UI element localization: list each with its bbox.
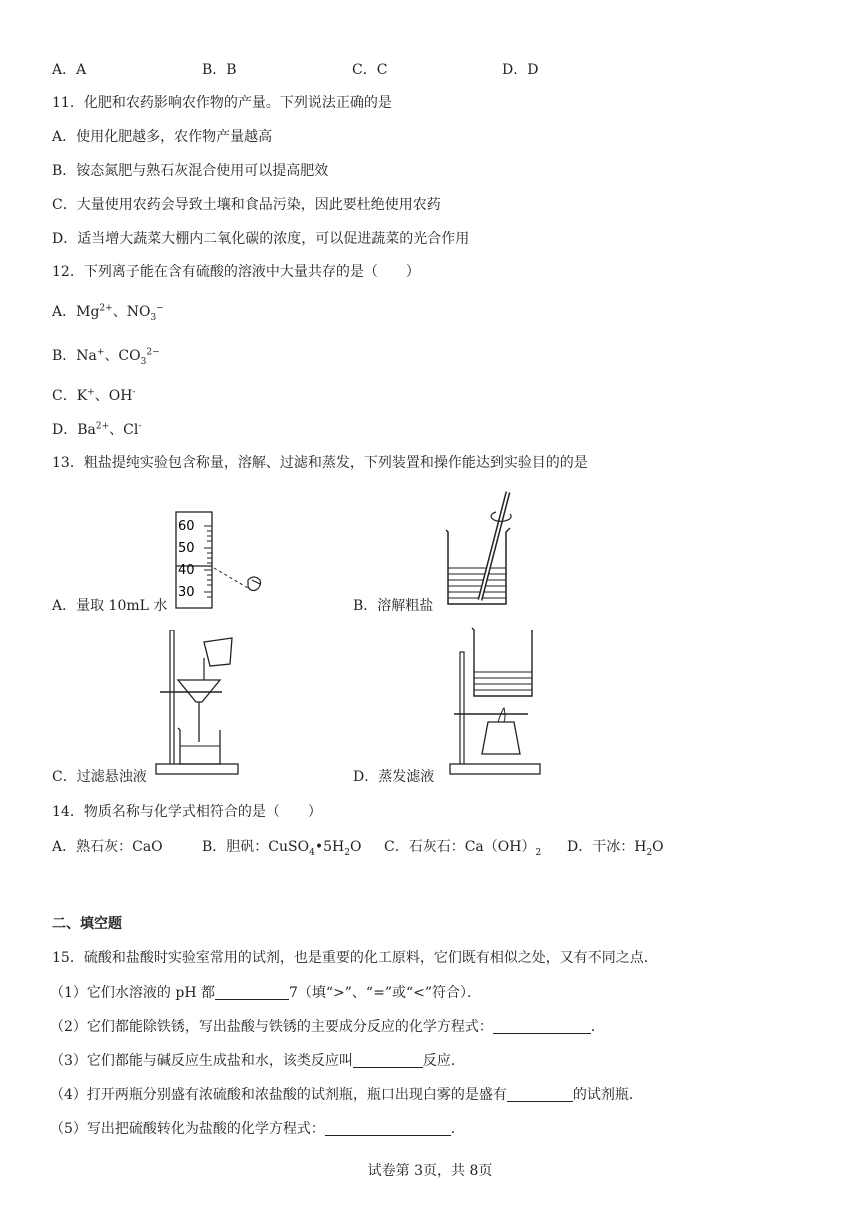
q12-a-subscript: 3 <box>150 312 157 323</box>
graduated-cylinder-figure <box>168 510 288 610</box>
q11-option-d: D．适当增大蔬菜大棚内二氧化碳的浓度，可以促进蔬菜的光合作用 <box>52 231 470 247</box>
evaporation-apparatus-figure <box>448 622 548 778</box>
q12-c-charge1: + <box>87 387 95 398</box>
beaker-stirring-figure <box>440 488 530 610</box>
q11-stem: 11．化肥和农药影响农作物的产量。下列说法正确的是 <box>52 95 392 111</box>
q12-a-charge2: − <box>156 303 164 314</box>
q12-c-charge2: - <box>132 387 136 398</box>
q12-b-ion1: B．Na <box>52 348 97 364</box>
q15-part1: （1）它们水溶液的 pH 都 7（填“>”、“=”或“<”符合）． <box>50 985 482 1001</box>
stand-rod <box>170 630 174 766</box>
q13-option-d: D．蒸发滤液 <box>353 769 435 785</box>
q12-a-ion1: A．Mg <box>52 304 100 320</box>
sight-line <box>214 568 248 588</box>
q13-option-b: B．溶解粗盐 <box>353 598 434 614</box>
q14-option-d: D．干冰：$H_2O$ <box>567 839 664 858</box>
filtration-apparatus-figure <box>150 630 240 776</box>
q12-a-charge1: 2+ <box>99 303 113 314</box>
tick-label-50: 50 <box>178 541 195 556</box>
flame-icon <box>498 708 505 722</box>
stand-rod <box>460 652 464 766</box>
section-heading: 二、填空题 <box>52 916 122 932</box>
q10-option-b: B．B <box>202 62 237 78</box>
q12-d-ion1: D．Ba <box>52 422 96 438</box>
q15-part3: （3）它们都能与碱反应生成盐和水，该类反应叫 反应． <box>50 1053 465 1069</box>
q12-option-c <box>52 386 135 406</box>
q14-option-a: A．熟石灰：CaO <box>52 839 163 855</box>
funnel <box>178 680 220 702</box>
answer-blank-1[interactable] <box>215 985 289 1000</box>
q12-d-charge1: 2+ <box>95 421 110 432</box>
q10-option-c: C．C <box>352 62 388 78</box>
q12-d-charge2: - <box>138 421 142 432</box>
tick-label-60: 60 <box>178 519 195 534</box>
q12-a-ion2: 、NO <box>112 304 151 320</box>
q15-stem: 15．硫酸和盐酸时实验室常用的试剂，也是重要的化工原料，它们既有相似之处，又有不同之点． <box>52 950 658 966</box>
q10-option-a: A．A <box>52 62 87 78</box>
answer-blank-5[interactable] <box>325 1121 451 1136</box>
answer-blank-3[interactable] <box>353 1053 423 1068</box>
stand-base <box>450 764 540 774</box>
q15-part5: （5）写出把硫酸转化为盐酸的化学方程式： ． <box>50 1121 465 1137</box>
answer-blank-4[interactable] <box>507 1087 573 1102</box>
q12-option-d <box>52 420 141 440</box>
q12-b-charge1: + <box>96 347 105 358</box>
q14-option-b: B．胆矾：$CuSO_4•5H_2O$ <box>202 839 362 858</box>
eye-icon <box>248 577 261 591</box>
tick-label-30: 30 <box>178 585 195 600</box>
pouring-beaker <box>204 638 232 666</box>
q12-option-a <box>52 302 164 322</box>
tick-label-40: 40 <box>178 563 195 578</box>
q13-option-c: C．过滤悬浊液 <box>52 769 147 785</box>
q13-stem: 13．粗盐提纯实验包含称量，溶解、过滤和蒸发，下列装置和操作能达到实验目的的是 <box>52 455 588 471</box>
q12-d-ion2: 、Cl <box>109 422 139 438</box>
alcohol-lamp <box>482 722 520 754</box>
q12-c-ion1: C．K <box>52 388 88 404</box>
beaker <box>472 628 532 696</box>
q15-part4: （4）打开两瓶分别盛有浓硫酸和浓盐酸的试剂瓶，瓶口出现白雾的是盛有 的试剂瓶． <box>50 1087 643 1103</box>
q11-option-c: C．大量使用农药会导致土壤和食品污染，因此要杜绝使用农药 <box>52 197 441 213</box>
q15-part2: （2）它们都能除铁锈，写出盐酸与铁锈的主要成分反应的化学方程式： ． <box>50 1019 605 1035</box>
answer-blank-2[interactable] <box>493 1019 591 1034</box>
q12-stem: 12．下列离子能在含有硫酸的溶液中大量共存的是（ ） <box>52 264 420 280</box>
page-footer: 试卷第 3页，共 8页 <box>367 1163 493 1179</box>
stand-base <box>156 764 238 774</box>
q10-option-d: D．D <box>502 62 539 78</box>
beaker <box>446 528 510 604</box>
q13-option-a: A．量取 10mL 水 <box>52 598 168 614</box>
q12-b-charge2: 2− <box>146 347 160 358</box>
q12-option-b <box>52 346 160 366</box>
q12-b-subscript: 3 <box>140 356 147 367</box>
q12-b-ion2: 、CO <box>104 348 141 364</box>
q14-option-c: C．石灰石：$Ca(OH)_2$ <box>384 839 542 858</box>
q11-option-b: B．铵态氮肥与熟石灰混合使用可以提高肥效 <box>52 163 329 179</box>
q14-stem: 14．物质名称与化学式相符合的是（ ） <box>52 804 322 820</box>
q12-c-ion2: 、OH <box>94 388 133 404</box>
q11-option-a: A．使用化肥越多，农作物产量越高 <box>52 129 273 145</box>
